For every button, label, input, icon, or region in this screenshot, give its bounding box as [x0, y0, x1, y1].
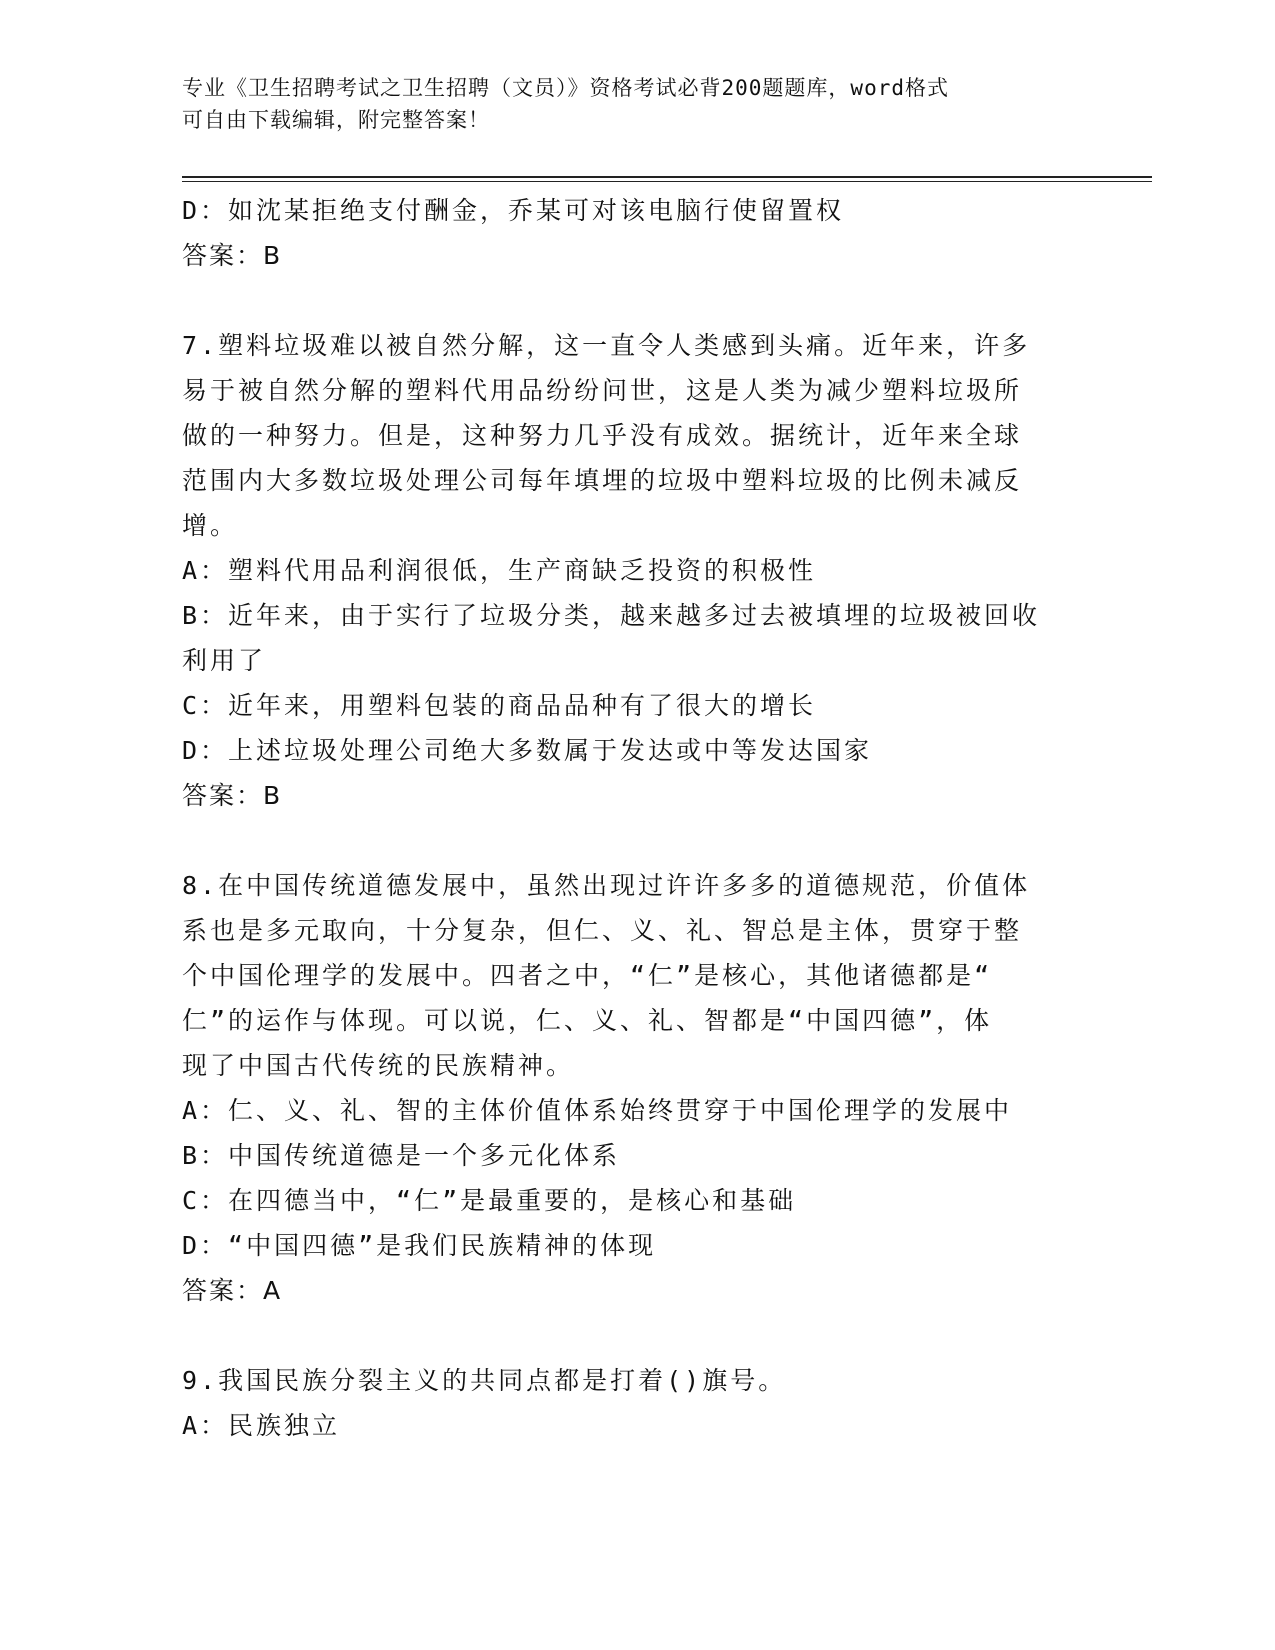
q8-stem-line: 系也是多元取向，十分复杂，但仁、义、礼、智总是主体，贯穿于整 — [182, 916, 1023, 945]
q7-option-b: B：近年来，由于实行了垃圾分类，越来越多过去被填埋的垃圾被回收 — [182, 601, 1041, 630]
q7-option-a: A：塑料代用品利润很低，生产商缺乏投资的积极性 — [182, 556, 817, 585]
q9-option-a: A：民族独立 — [182, 1411, 341, 1440]
header-divider-thick — [182, 176, 1152, 178]
document-header — [182, 72, 1062, 136]
q7-stem-line: 7.塑料垃圾难以被自然分解，这一直令人类感到头痛。近年来，许多 — [182, 331, 1031, 360]
q8-option-c: C：在四德当中，“仁”是最重要的，是核心和基础 — [182, 1186, 797, 1215]
q8-stem-line: 个中国伦理学的发展中。四者之中，“仁”是核心，其他诸德都是“ — [182, 961, 993, 990]
prev-answer: 答案：B — [182, 241, 283, 270]
header-line-1: 专业《卫生招聘考试之卫生招聘（文员）》资格考试必背200题题库，word格式 — [182, 76, 949, 100]
q8-option-b: B：中国传统道德是一个多元化体系 — [182, 1141, 621, 1170]
q7-option-c: C：近年来，用塑料包装的商品品种有了很大的增长 — [182, 691, 817, 720]
q7-answer: 答案：B — [182, 781, 283, 810]
q7-option-b-cont: 利用了 — [182, 646, 267, 675]
q7-stem-line: 增。 — [182, 511, 239, 540]
document-body — [182, 188, 1062, 1448]
q7-stem-line: 做的一种努力。但是，这种努力几乎没有成效。据统计，近年来全球 — [182, 421, 1023, 450]
q8-answer: 答案：A — [182, 1276, 283, 1305]
q8-option-a: A：仁、义、礼、智的主体价值体系始终贯穿于中国伦理学的发展中 — [182, 1096, 1013, 1125]
q8-stem-line: 8.在中国传统道德发展中，虽然出现过许许多多的道德规范，价值体 — [182, 871, 1031, 900]
question-9 — [182, 1358, 1062, 1448]
q7-stem-line: 易于被自然分解的塑料代用品纷纷问世，这是人类为减少塑料垃圾所 — [182, 376, 1023, 405]
q9-stem: 9.我国民族分裂主义的共同点都是打着()旗号。 — [182, 1366, 787, 1395]
question-8 — [182, 863, 1062, 1313]
spacer — [182, 818, 1062, 863]
q7-option-d: D：上述垃圾处理公司绝大多数属于发达或中等发达国家 — [182, 736, 873, 765]
prev-option-d: D：如沈某拒绝支付酬金，乔某可对该电脑行使留置权 — [182, 196, 845, 225]
header-line-2: 可自由下载编辑，附完整答案！ — [182, 108, 490, 132]
q8-stem-line: 现了中国古代传统的民族精神。 — [182, 1051, 575, 1080]
q7-stem-line: 范围内大多数垃圾处理公司每年填埋的垃圾中塑料垃圾的比例未减反 — [182, 466, 1023, 495]
q8-stem-line: 仁”的运作与体现。可以说，仁、义、礼、智都是“中国四德”，体 — [182, 1006, 993, 1035]
spacer — [182, 1313, 1062, 1358]
spacer — [182, 278, 1062, 323]
q8-option-d: D：“中国四德”是我们民族精神的体现 — [182, 1231, 657, 1260]
header-divider-thin — [182, 181, 1152, 182]
question-7 — [182, 323, 1062, 818]
